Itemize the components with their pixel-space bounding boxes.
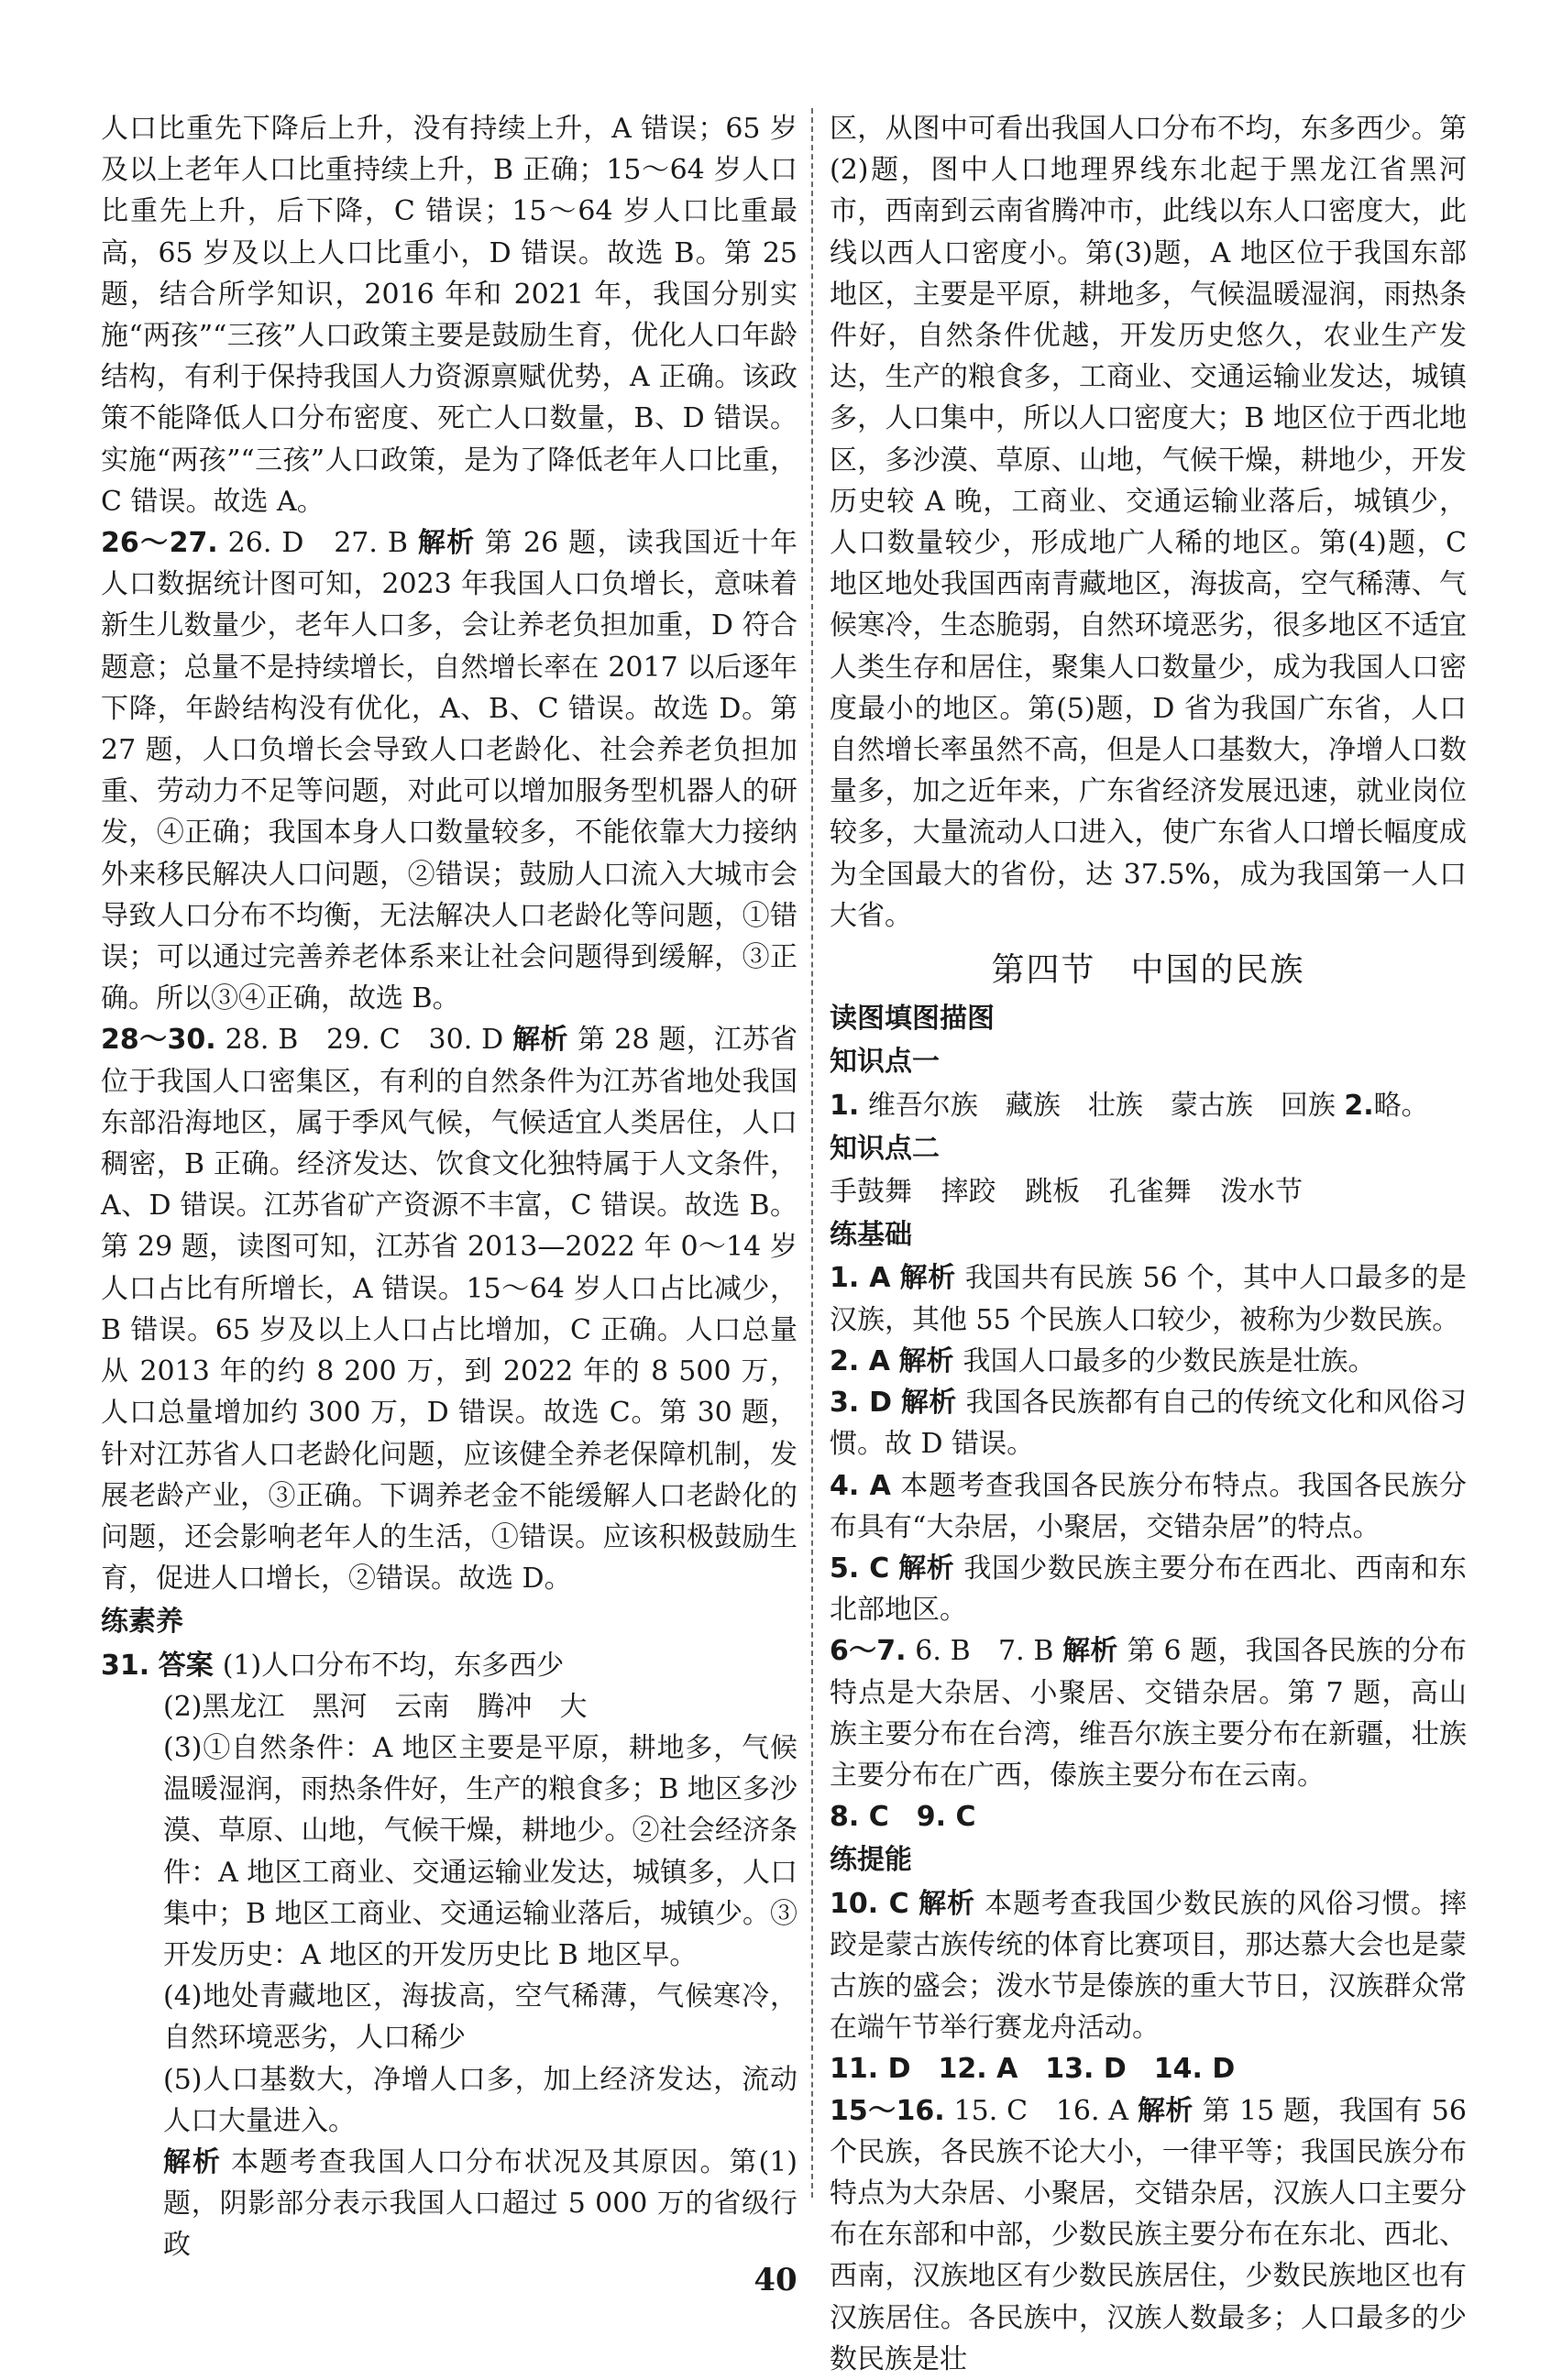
analysis-text: 我国各民族都有自己的传统文化和风俗习惯。故 D 错误。	[830, 1387, 1468, 1461]
analysis-text: 第 15 题，我国有 56 个民族，各民族不论大小，一律平等；我国民族分布特点为大杂居、小聚居，交错杂居，汉族人口主要分布在东部和中部，少数民族主要分布在东北、西北、西南，汉族地区有少数民族居住，少数民族地区也有汉族居住。各民族中，汉族人数最多；人口最多的少数民族是壮	[830, 2094, 1467, 2375]
answer-part-4: (4)地处青藏地区，海拔高，空气稀薄，气候寒冷，自然环境恶劣，人口稀少	[163, 1980, 798, 2055]
question-number: 3. D	[830, 1387, 892, 1420]
analysis-label: 解析	[1138, 2094, 1194, 2127]
question-number: 26～27.	[101, 527, 218, 560]
answer-key: 6. B 7. B	[915, 1635, 1054, 1668]
answer-item: 孔雀舞	[1108, 1176, 1192, 1209]
question-number: 5. C	[830, 1552, 890, 1585]
answer-1	[830, 1257, 1467, 1340]
heading-tineng: 练提能	[830, 1844, 912, 1877]
answer-15-16	[830, 2090, 1467, 2380]
analysis-31	[101, 2142, 798, 2266]
analysis-label: 解析	[918, 1887, 976, 1920]
question-number: 10. C	[830, 1887, 909, 1920]
answer-5	[830, 1548, 1467, 1630]
column-divider	[811, 108, 813, 2198]
left-column	[101, 108, 798, 2266]
page-number: 40	[754, 2262, 798, 2298]
answer-key: 28. B 29. C 30. D	[225, 1024, 504, 1057]
answer-key: 15. C 16. A	[953, 2094, 1129, 2127]
analysis-label: 解析	[898, 1344, 954, 1377]
answer-10	[830, 1883, 1467, 2049]
analysis-text: 本题考查我国人口分布状况及其原因。第(1)题，阴影部分表示我国人口超过 5 000 万的省级行政	[163, 2145, 798, 2262]
analysis-text: 我国共有民族 56 个，其中人口最多的是汉族，其他 55 个民族人口较少，被称为少数民族。	[830, 1262, 1468, 1336]
answer-part-3: (3)①自然条件：A 地区主要是平原，耕地多，气候温暖湿润，雨热条件好，生产的粮食多；B 地区多沙漠、草原、山地，气候干燥，耕地少。②社会经济条件：A 地区工商业、交通运输业发达，城镇多，人口集中；B 地区工商业、交通运输业落后，城镇少。③开发历史：A 地区的开发历史比 B 地区早。	[163, 1731, 798, 1971]
question-number: 15～16.	[830, 2094, 945, 2127]
analysis-text: 我国人口最多的少数民族是壮族。	[962, 1344, 1376, 1377]
answer-part-1: (1)人口分布不均，东多西少	[222, 1649, 565, 1682]
right-column	[830, 108, 1467, 2380]
heading-suyang: 练素养	[101, 1606, 183, 1639]
analysis-label: 解析	[900, 1387, 957, 1420]
heading-knowledge-2: 知识点二	[830, 1132, 940, 1165]
question-number: 28～30.	[101, 1024, 216, 1057]
answer-4	[830, 1465, 1467, 1548]
answer-11-14: 11. D 12. A 13. D 14. D	[830, 2053, 1236, 2086]
answer-item: 摔跤	[940, 1176, 996, 1209]
paragraph: 人口比重先下降后上升，没有持续上升，A 错误；65 岁及以上老年人口比重持续上升，B 正确；15～64 岁人口比重先上升，后下降，C 错误；15～64 岁人口比重最高，65 岁及以上人口比重小，D 错误。故选 B。第 25 题，结合所学知识，2016 年和 2021 年，我国分别实施“两孩”“三孩”人口政策主要是鼓励生育，优化人口年龄结构，有利于保持我国人力资源禀赋优势，A 正确。该政策不能降低人口分布密度、死亡人口数量，B、D 错误。实施“两孩”“三孩”人口政策，是为了降低老年人口比重，C 错误。故选 A。	[101, 113, 798, 518]
answer-item: 泼水节	[1220, 1176, 1304, 1209]
heading-knowledge-1: 知识点一	[830, 1046, 940, 1079]
question-number: 31.	[101, 1649, 150, 1682]
analysis-label: 解析	[417, 527, 476, 560]
answer-part-5: (5)人口基数大，净增人口多，加上经济发达，流动人口大量进入。	[163, 2063, 798, 2137]
section-title: 第四节 中国的民族	[991, 951, 1305, 990]
answer-text: 维吾尔族 藏族 壮族 蒙古族 回族	[867, 1089, 1336, 1122]
answer-28-30	[101, 1019, 798, 1599]
analysis-label: 解析	[898, 1552, 955, 1585]
answer-item: 跳板	[1025, 1176, 1081, 1209]
analysis-label: 解析	[512, 1024, 568, 1057]
analysis-text: 第 6 题，我国各民族的分布特点是大杂居、小聚居、交错杂居。第 7 题，高山族主要分布在台湾，维吾尔族主要分布在新疆，壮族主要分布在广西，傣族主要分布在云南。	[830, 1635, 1467, 1792]
analysis-text: 第 28 题，江苏省位于我国人口密集区，有利的自然条件为江苏省地处我国东部沿海地区，属于季风气候，气候适宜人类居住，人口稠密，B 正确。经济发达、饮食文化独特属于人文条件，A、D 错误。江苏省矿产资源不丰富，C 错误。故选 B。第 29 题，读图可知，江苏省 2013—2022 年 0～14 岁人口占比有所增长，A 错误。15～64 岁人口占比减少，B 错误。65 岁及以上人口占比增加，C 正确。人口总量从 2013 年的约 8 200 万，到 2022 年的 8 500 万，人口总量增加约 300 万，D 错误。故选 C。第 30 题，针对江苏省人口老龄化问题，应该健全养老保障机制，发展老龄产业，③正确。下调养老金不能缓解人口老龄化的问题，还会影响老年人的生活，①错误。应该积极鼓励生育，促进人口增长，②错误。故选 D。	[101, 1024, 798, 1596]
heading-jichu: 练基础	[830, 1219, 912, 1252]
answer-text: 略。	[1373, 1089, 1429, 1122]
analysis-label: 解析	[163, 2145, 222, 2178]
answer-26-27	[101, 522, 798, 1019]
answer-31	[101, 1645, 798, 1686]
question-number: 2.	[1344, 1089, 1374, 1122]
analysis-text: 本题考查我国少数民族的风俗习惯。摔跤是蒙古族传统的体育比赛项目，那达慕大会也是蒙古族的盛会；泼水节是傣族的重大节日，汉族群众常在端午节举行赛龙舟活动。	[830, 1887, 1467, 2045]
answer-label: 答案	[158, 1649, 214, 1682]
knowledge-1-answers	[830, 1085, 1467, 1126]
analysis-label: 解析	[1062, 1635, 1118, 1668]
question-number: 1. A	[830, 1262, 891, 1295]
answer-2	[830, 1341, 1467, 1382]
question-number: 6～7.	[830, 1635, 907, 1668]
answer-key: 26. D 27. B	[227, 527, 408, 560]
answer-3	[830, 1382, 1467, 1464]
question-number: 4. A	[830, 1469, 891, 1502]
answer-6-7	[830, 1630, 1467, 1796]
analysis-text: 本题考查我国各民族分布特点。我国各民族分布具有“大杂居，小聚居，交错杂居”的特点。	[830, 1469, 1468, 1543]
analysis-label: 解析	[899, 1262, 956, 1295]
knowledge-2-answers	[830, 1171, 1467, 1212]
analysis-text: 第 26 题，读我国近十年人口数据统计图可知，2023 年我国人口负增长，意味着新生儿数量少，老年人口多，会让养老负担加重，D 符合题意；总量不是持续增长，自然增长率在 2017 以后逐年下降，年龄结构没有优化，A、B、C 错误。故选 D。第 27 题，人口负增长会导致人口老龄化、社会养老负担加重、劳动力不足等问题，对此可以增加服务型机器人的研发，④正确；我国本身人口数量较多，不能依靠大力接纳外来移民解决人口问题，②错误；鼓励人口流入大城市会导致人口分布不均衡，无法解决人口老龄化等问题，①错误；可以通过完善养老体系来让社会问题得到缓解，③正确。所以③④正确，故选 B。	[101, 527, 798, 1015]
answer-item: 手鼓舞	[830, 1176, 912, 1209]
heading-dutu: 读图填图描图	[830, 1003, 995, 1036]
answer-8-9: 8. C 9. C	[830, 1801, 976, 1834]
paragraph: 区，从图中可看出我国人口分布不均，东多西少。第(2)题，图中人口地理界线东北起于黑龙江省黑河市，西南到云南省腾冲市，此线以东人口密度大，此线以西人口密度小。第(3)题，A 地区位于我国东部地区，主要是平原，耕地多，气候温暖湿润，雨热条件好，自然条件优越，开发历史悠久，农业生产发达，生产的粮食多，工商业、交通运输业发达，城镇多，人口集中，所以人口密度大；B 地区位于西北地区，多沙漠、草原、山地，气候干燥，耕地少，开发历史较 A 晚，工商业、交通运输业落后，城镇少，人口数量较少，形成地广人稀的地区。第(4)题，C 地区地处我国西南青藏地区，海拔高，空气稀薄、气候寒冷，生态脆弱，自然环境恶劣，很多地区不适宜人类生存和居住，聚集人口数量少，成为我国人口密度最小的地区。第(5)题，D 省为我国广东省，人口自然增长率虽然不高，但是人口基数大，净增人口数量多，加之近年来，广东省经济发展迅速，就业岗位较多，大量流动人口进入，使广东省人口增长幅度成为全国最大的省份，达 37.5%，成为我国第一人口大省。	[830, 113, 1467, 932]
question-number: 1.	[830, 1089, 860, 1122]
answer-part-2: (2)黑龙江 黑河 云南 腾冲 大	[163, 1690, 588, 1723]
analysis-text: 我国少数民族主要分布在西北、西南和东北部地区。	[830, 1552, 1468, 1627]
question-number: 2. A	[830, 1344, 890, 1377]
